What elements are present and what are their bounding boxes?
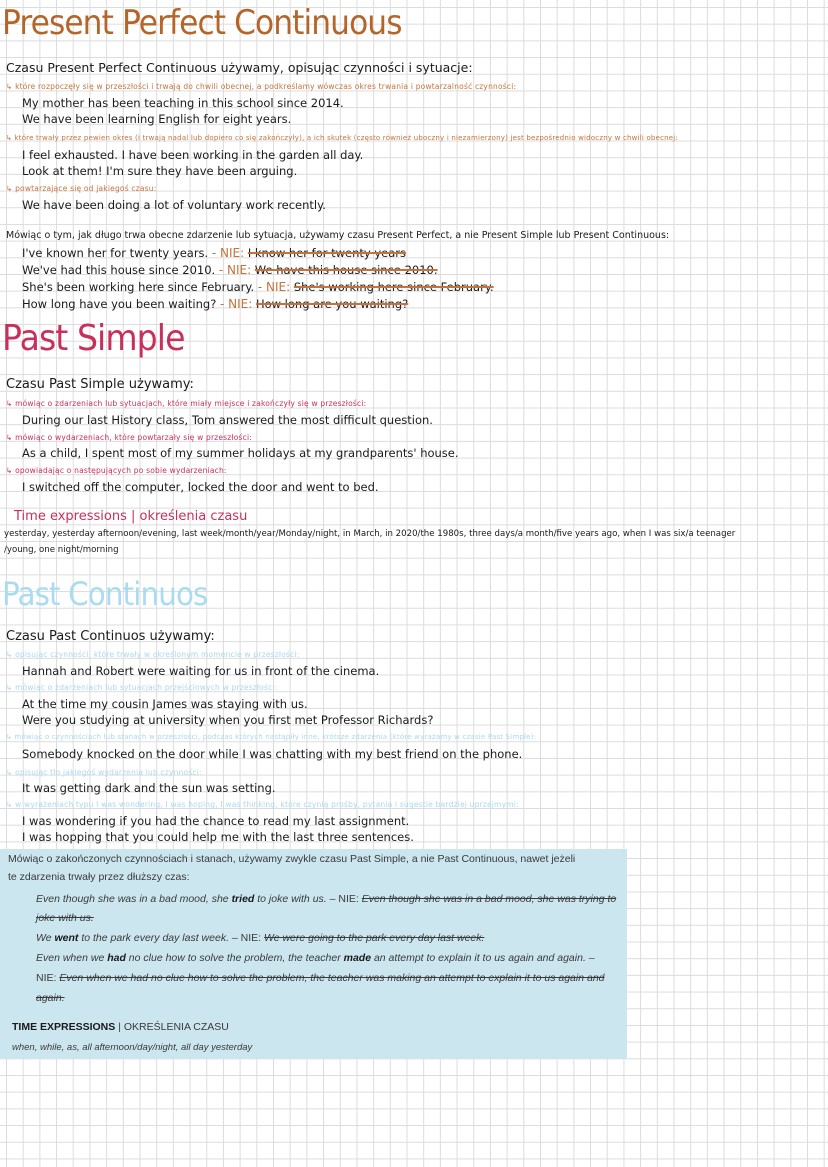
- pc-rule-2: ↳ mówiąc o zdarzeniach lub sytuacjach przejściowych w przeszłości:: [6, 683, 278, 692]
- ppc-rule-3: ↳ powtarzające się od jakiegoś czasu:: [6, 184, 157, 193]
- contrast-wrong: How long are you waiting?: [255, 297, 409, 311]
- info-example-1-cont: joke with us.: [36, 912, 94, 924]
- nie-label: - NIE:: [211, 246, 245, 260]
- pc-rule-5: ↳ w wyrażeniach typu I was wondering, I was hoping, I was thinking, które czynią prośby, pytania i sugestie bardziej uprzejmymi:: [6, 800, 519, 809]
- contrast-correct: We've had this house since 2010.: [22, 263, 216, 277]
- section-title-present-perfect-continuous: Present Perfect Continuous: [2, 3, 402, 43]
- nie-label: - NIE:: [257, 280, 291, 294]
- contrast-row: [22, 297, 408, 311]
- ps-rule-2: ↳ mówiąc o wydarzeniach, które powtarzały się w przeszłości:: [6, 433, 252, 442]
- info-line-2: te zdarzenia trwały przez dłuższy czas:: [8, 871, 190, 883]
- contrast-correct: I've known her for twenty years.: [22, 246, 209, 260]
- ppc-example: We have been doing a lot of voluntary work recently.: [22, 198, 326, 212]
- info-line-1: Mówiąc o zakończonych czynnościach i stanach, używamy zwykle czasu Past Simple, a nie Past Continuous, nawet jeżeli: [8, 853, 576, 865]
- contrast-row: [22, 280, 494, 294]
- ppc-example: We have been learning English for eight years.: [22, 112, 292, 126]
- ppc-intro: Czasu Present Perfect Continuous używamy, opisując czynności i sytuacje:: [6, 60, 473, 75]
- ps-intro: Czasu Past Simple używamy:: [6, 377, 194, 392]
- info-example-3-nie: NIE: Even when we had no clue how to solve the problem, the teacher was making an attempt to explain it to us again and: [36, 972, 605, 984]
- contrast-correct: How long have you been waiting?: [22, 297, 217, 311]
- pc-example: I was wondering if you had the chance to read my last assignment.: [22, 814, 410, 828]
- nie-label: - NIE:: [219, 297, 253, 311]
- ps-rule-3: ↳ opowiadając o następujących po sobie wydarzeniach:: [6, 466, 227, 475]
- pc-example: At the time my cousin James was staying with us.: [22, 697, 308, 711]
- ppc-example: My mother has been teaching in this school since 2014.: [22, 96, 344, 110]
- ppc-example: I feel exhausted. I have been working in the garden all day.: [22, 148, 364, 162]
- section-title-past-continuos: Past Continuos: [2, 575, 208, 613]
- ppc-example: Look at them! I'm sure they have been arguing.: [22, 164, 298, 178]
- ppc-rule-1: ↳ które rozpoczęły się w przeszłości i trwają do chwili obecnej, a podkreślamy wówczas okres trwania i powtarzalność czynności:: [6, 82, 517, 91]
- pc-example: Were you studying at university when you first met Professor Richards?: [22, 713, 434, 727]
- info-time-expressions-heading: TIME EXPRESSIONS | OKREŚLENIA CZASU: [12, 1021, 229, 1033]
- info-example-2: We went to the park every day last week. – NIE: We were going to the park every day last week.: [36, 932, 485, 944]
- info-time-expressions-list: when, while, as, all afternoon/day/night, all day yesterday: [12, 1042, 253, 1053]
- ps-time-expressions-line-2: /young, one night/morning: [4, 545, 119, 555]
- ps-time-expressions-line-1: yesterday, yesterday afternoon/evening, last week/month/year/Monday/night, in March, in 2020/the 1980s, three days/a month/five years ago, when I was six/a teenager: [4, 529, 736, 539]
- contrast-wrong: She's working here since February.: [293, 280, 494, 294]
- ps-example: As a child, I spent most of my summer holidays at my grandparents' house.: [22, 446, 459, 460]
- contrast-row: [22, 246, 406, 260]
- info-example-3-cont: again.: [36, 992, 65, 1004]
- info-example-3: Even when we had no clue how to solve the problem, the teacher made an attempt to explain it to us again and again. –: [36, 952, 595, 964]
- ps-example: During our last History class, Tom answered the most difficult question.: [22, 413, 433, 427]
- contrast-wrong: We have this house since 2010.: [254, 263, 438, 277]
- pc-example: I was hopping that you could help me with the last three sentences.: [22, 830, 414, 844]
- pc-rule-4: ↳ opisując tło jakiegoś wydarzenia lub czynności:: [6, 768, 202, 777]
- pc-example: Hannah and Robert were waiting for us in front of the cinema.: [22, 664, 380, 678]
- section-title-past-simple: Past Simple: [2, 318, 185, 359]
- ps-rule-1: ↳ mówiąc o zdarzeniach lub sytuacjach, które miały miejsce i zakończyły się w przeszłości:: [6, 399, 367, 408]
- info-example-1: Even though she was in a bad mood, she tried to joke with us. – NIE: Even though she was in a bad mood, she was trying to: [36, 893, 617, 905]
- pc-intro: Czasu Past Continuos używamy:: [6, 629, 215, 644]
- ps-time-expressions-heading: Time expressions | określenia czasu: [14, 509, 248, 524]
- pc-rule-3: ↳ mówiąc o czynnościach lub stanach w przeszłości, podczas których nastąpiły inne, krótsze zdarzenia (które wyrażamy w czasie Past Simple):: [6, 733, 537, 741]
- contrast-row: [22, 263, 438, 277]
- ppc-note: Mówiąc o tym, jak długo trwa obecne zdarzenie lub sytuacja, używamy czasu Present Perfect, a nie Present Simple lub Present Continuous:: [6, 230, 670, 241]
- ps-example: I switched off the computer, locked the door and went to bed.: [22, 480, 379, 494]
- ppc-rule-2: ↳ które trwały przez pewien okres (i trwają nadal lub dopiero co się zakończyły), a ich skutek (często również uboczny i niezamierzony) jest bezpośrednio widoczny w chwili obecnej:: [6, 134, 678, 142]
- pc-example: Somebody knocked on the door while I was chatting with my best friend on the phone.: [22, 747, 523, 761]
- pc-example: It was getting dark and the sun was setting.: [22, 781, 276, 795]
- pc-rule-1: ↳ opisując czynności, które trwały w określonym momencie w przeszłości:: [6, 650, 300, 659]
- info-box-past-simple-vs-continuous: [0, 849, 627, 1059]
- contrast-correct: She's been working here since February.: [22, 280, 255, 294]
- nie-label: - NIE:: [218, 263, 252, 277]
- contrast-wrong: I know her for twenty years: [247, 246, 407, 260]
